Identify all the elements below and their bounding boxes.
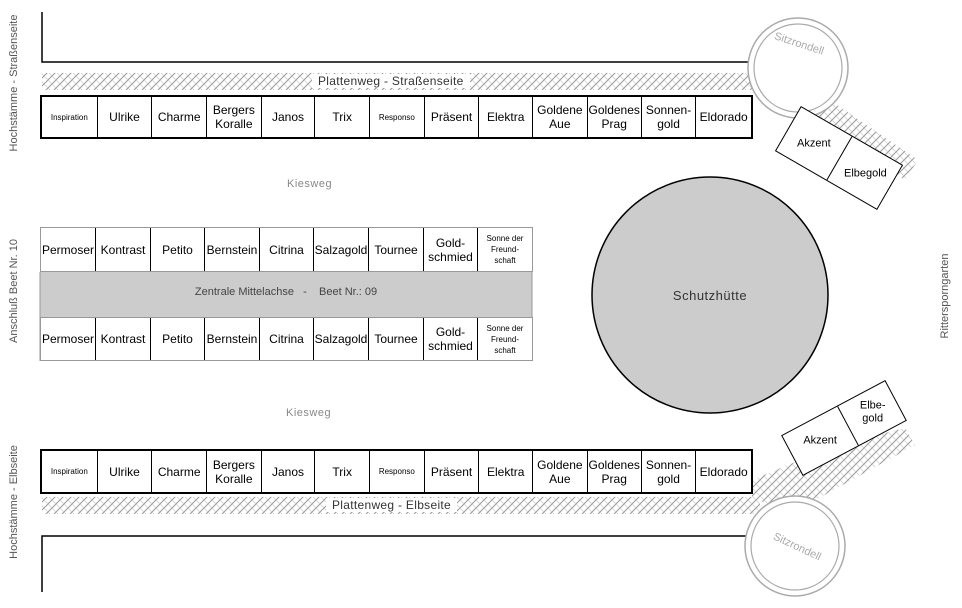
sitzrondell-top-circle [748,18,848,118]
bed-elbegold: Elbegold [843,167,887,180]
bed-präsent: Präsent [425,451,480,492]
bed-gold-schmied: Gold- schmied [424,318,478,360]
bed-permoser: Permoser [41,318,96,360]
bed-akzent: Akzent [803,434,837,447]
schutzhuette-label: Schutzhütte [672,288,748,303]
bed-ulrike: Ulrike [98,97,153,137]
bed-salzagold: Salzagold [314,318,369,360]
bed-permoser: Permoser [41,228,96,271]
bed-bernstein: Bernstein [205,318,260,360]
central-axis-label: Zentrale Mittelachse - Beet Nr.: 09 [194,286,378,298]
bed-bergers-koralle: Bergers Koralle [207,97,262,137]
bed-inspiration: Inspiration [42,451,98,492]
bed-row-strassenseite [40,95,753,139]
bed-trix: Trix [315,451,370,492]
bed-elektra: Elektra [479,451,533,492]
bed-inspiration: Inspiration [42,97,98,137]
bed-akzent: Akzent [797,137,831,150]
bed-tournee: Tournee [369,318,424,360]
bed-elbegold: Elbe- gold [859,399,886,425]
bed-kontrast: Kontrast [96,228,151,271]
left-label-strassenseite: Hochstämme - Straßenseite [8,14,20,152]
right-label-rittersporngarten: Rittersporngarten [939,253,951,339]
left-label-anschluss: Anschluß Beet Nr. 10 [8,239,20,343]
bed-bergers-koralle: Bergers Koralle [207,451,262,492]
bed-gold-schmied: Gold- schmied [424,228,478,271]
bed-sonne-der-freund-schaft: Sonne der Freund- schaft [486,323,524,355]
bed-citrina: Citrina [260,318,314,360]
bed-sonnen-gold: Sonnen- gold [642,451,697,492]
bed-trix: Trix [315,97,370,137]
left-label-elbseite: Hochstämme - Elbseite [8,445,20,559]
top-boundary-line [42,12,760,62]
bed-petito: Petito [151,228,205,271]
bed-salzagold: Salzagold [314,228,369,271]
bed-bernstein: Bernstein [205,228,260,271]
bed-janos: Janos [262,97,316,137]
kiesweg-top-label: Kiesweg [287,178,333,190]
bed-citrina: Citrina [260,228,314,271]
bed-charme: Charme [152,451,207,492]
plattenweg-top-label: Plattenweg - Straßenseite [312,74,470,88]
bed-präsent: Präsent [425,97,480,137]
bed-goldene-aue: Goldene Aue [533,97,588,137]
bed-responso: Responso [370,97,425,137]
bed-elektra: Elektra [479,97,533,137]
bed-goldenes-prag: Goldenes Prag [588,451,642,492]
bottom-boundary-line [42,536,760,592]
bed-eldorado: Eldorado [699,110,748,124]
bed-row-elbseite [40,449,753,494]
central-row-upper [40,227,533,272]
bed-sonnen-gold: Sonnen- gold [642,97,697,137]
sitzrondell-bottom-label: Sitzrondell [771,530,823,564]
sitzrondell-top-label: Sitzrondell [772,30,826,58]
bed-eldorado: Eldorado [699,464,748,479]
bed-responso: Responso [370,451,425,492]
kiesweg-bottom-label: Kiesweg [286,407,332,419]
bed-goldenes-prag: Goldenes Prag [588,97,642,137]
plattenweg-bottom-label: Plattenweg - Elbseite [326,498,457,512]
bed-tournee: Tournee [369,228,424,271]
bed-charme: Charme [152,97,207,137]
bed-goldene-aue: Goldene Aue [533,451,588,492]
bed-ulrike: Ulrike [98,451,153,492]
bed-sonne-der-freund-schaft: Sonne der Freund- schaft [486,234,524,265]
central-row-lower [40,317,533,361]
bed-janos: Janos [262,451,316,492]
bed-kontrast: Kontrast [96,318,151,360]
bed-petito: Petito [151,318,205,360]
